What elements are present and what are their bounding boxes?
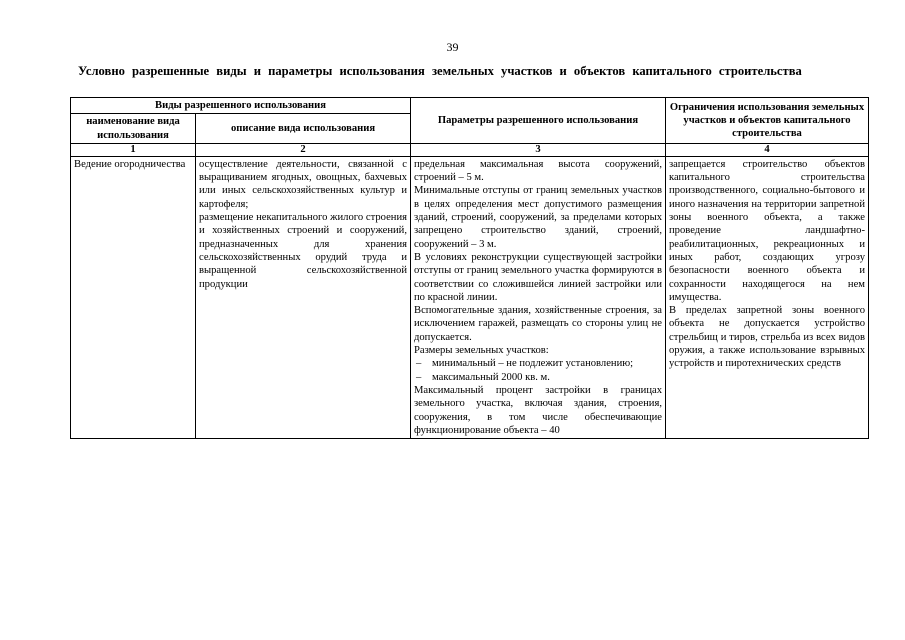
description-paragraph: осуществление деятельности, связанной с выращиванием ягодных, овощных, бахчевых или иных сельскохозяйственных культур и картофеля;	[199, 158, 407, 210]
land-use-table	[70, 97, 869, 439]
table-row	[71, 156, 869, 438]
description-paragraph: размещение некапитального жилого строения и хозяйственных строений и сооружений, предназначенных для хранения сельскохозяйственных орудий труда и выращенной сельскохозяйственной продукции	[199, 212, 407, 290]
parameter-paragraph: Размеры земельных участков:	[414, 345, 549, 357]
section-title: Условно разрешенные виды и параметры использования земельных участков и объектов капитального строительства	[78, 64, 802, 78]
parameter-paragraph: предельная максимальная высота сооружений, строений – 5 м.	[414, 158, 662, 184]
parameter-paragraph: Вспомогательные здания, хозяйственные строения, за исключением гаражей, размещать со стороны улиц не допускается.	[414, 305, 662, 343]
column-number: 1	[71, 143, 196, 156]
parameters-cell	[411, 156, 666, 438]
header-group-types: Виды разрешенного использования	[71, 98, 411, 114]
column-number: 3	[411, 143, 666, 156]
restriction-paragraph: В пределах запретной зоны военного объекта не допускается устройство стрельбищ и тиров, стрельба из всех видов оружия, а также использование взрывных устройств и пиротехнических средств	[669, 305, 865, 370]
header-name: наименование вида использования	[71, 114, 196, 144]
parameter-paragraph: В условиях реконструкции существующей застройки отступы от границ земельного участка формируются в соответствии со сложившейся линией застройки или по красной линии.	[414, 251, 662, 303]
use-description-cell	[196, 156, 411, 438]
column-number: 2	[196, 143, 411, 156]
column-number-row	[71, 143, 869, 156]
header-parameters: Параметры разрешенного использования	[411, 98, 666, 144]
parameter-paragraph: Максимальный процент застройки в границах земельного участка, включая здания, строения, сооружения, в том числе обеспечивающие функционирование объекта – 40	[414, 384, 662, 436]
list-item: – минимальный – не подлежит установлению;	[414, 357, 662, 370]
header-description: описание вида использования	[196, 114, 411, 144]
header-row-1	[71, 98, 869, 114]
plot-size-list	[414, 357, 662, 384]
page-number: 39	[446, 40, 459, 54]
parameter-paragraph: Минимальные отступы от границ земельных участков в целях определения мест допустимого размещения зданий, строений, сооружений, за пределами которых запрещено строительство зданий, строений, сооружений – 3 м.	[414, 185, 662, 250]
column-number: 4	[666, 143, 869, 156]
restriction-paragraph: запрещается строительство объектов капитального строительства производственного, социально-бытового и иного назначения на территории запретной зоны военного объекта, а также проведение ландшафтно-реабилитационных, рекреационных и иных работ, создающих угрозу безопасности военного объекта и сохранности находящегося на нем имущества.	[669, 158, 865, 303]
list-item: – максимальный 2000 кв. м.	[414, 371, 662, 384]
header-restrictions: Ограничения использования земельных участков и объектов капитального строительства	[666, 98, 869, 144]
restrictions-cell	[666, 156, 869, 438]
use-name-cell	[71, 156, 196, 438]
use-name: Ведение огородничества	[74, 158, 186, 170]
